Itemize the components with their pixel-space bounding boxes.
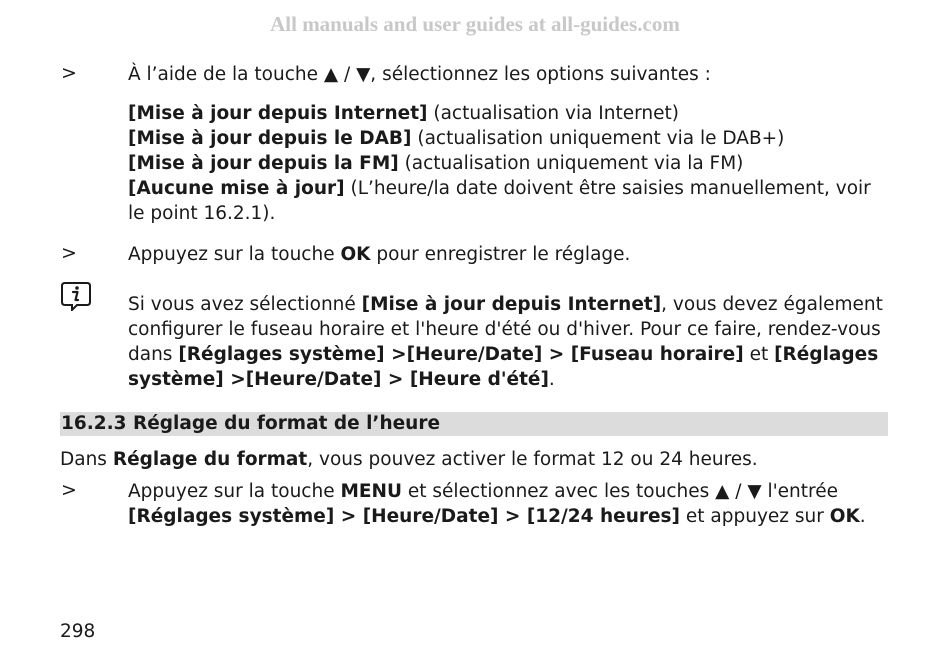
option-dab: [Mise à jour depuis le DAB] (actualisation uniquement via le DAB+): [128, 128, 785, 149]
bullet-marker: >: [61, 242, 77, 264]
bullet-marker: >: [61, 62, 77, 84]
option-none: [Aucune mise à jour] (L’heure/la date doivent être saisies manuellement, voir le point 16.2.1).: [128, 178, 871, 224]
section-heading: 16.2.3 Réglage du format de l’heure: [60, 412, 888, 436]
step-text: À l’aide de la touche ▲ / ▼, sélectionnez les options suivantes :: [128, 64, 711, 85]
bullet-marker: >: [61, 479, 77, 501]
watermark: All manuals and user guides at all-guides.com: [270, 12, 680, 36]
section-intro: Dans Réglage du format, vous pouvez activer le format 12 ou 24 heures.: [60, 449, 758, 470]
option-internet: [Mise à jour depuis Internet] (actualisation via Internet): [128, 103, 679, 124]
page-number: 298: [60, 621, 96, 642]
info-text: Si vous avez sélectionné [Mise à jour depuis Internet], vous devez également configurer le fuseau horaire et l'heure d'été ou d'hiver. Pour ce faire, rendez-vous dans [Réglages système] >[Heure/Date] > [Fuseau horaire] et [Réglages système] >[Heure/Date] > [Heure d'été].: [128, 294, 883, 390]
option-fm: [Mise à jour depuis la FM] (actualisation uniquement via la FM): [128, 153, 744, 174]
step-text: Appuyez sur la touche OK pour enregistrer le réglage.: [128, 244, 631, 265]
options-block: [128, 101, 888, 226]
info-icon: [60, 281, 92, 311]
step-text: Appuyez sur la touche MENU et sélectionnez avec les touches ▲ / ▼ l'entrée [Réglages système] > [Heure/Date] > [12/24 heures] et appuyez sur OK.: [128, 481, 866, 527]
